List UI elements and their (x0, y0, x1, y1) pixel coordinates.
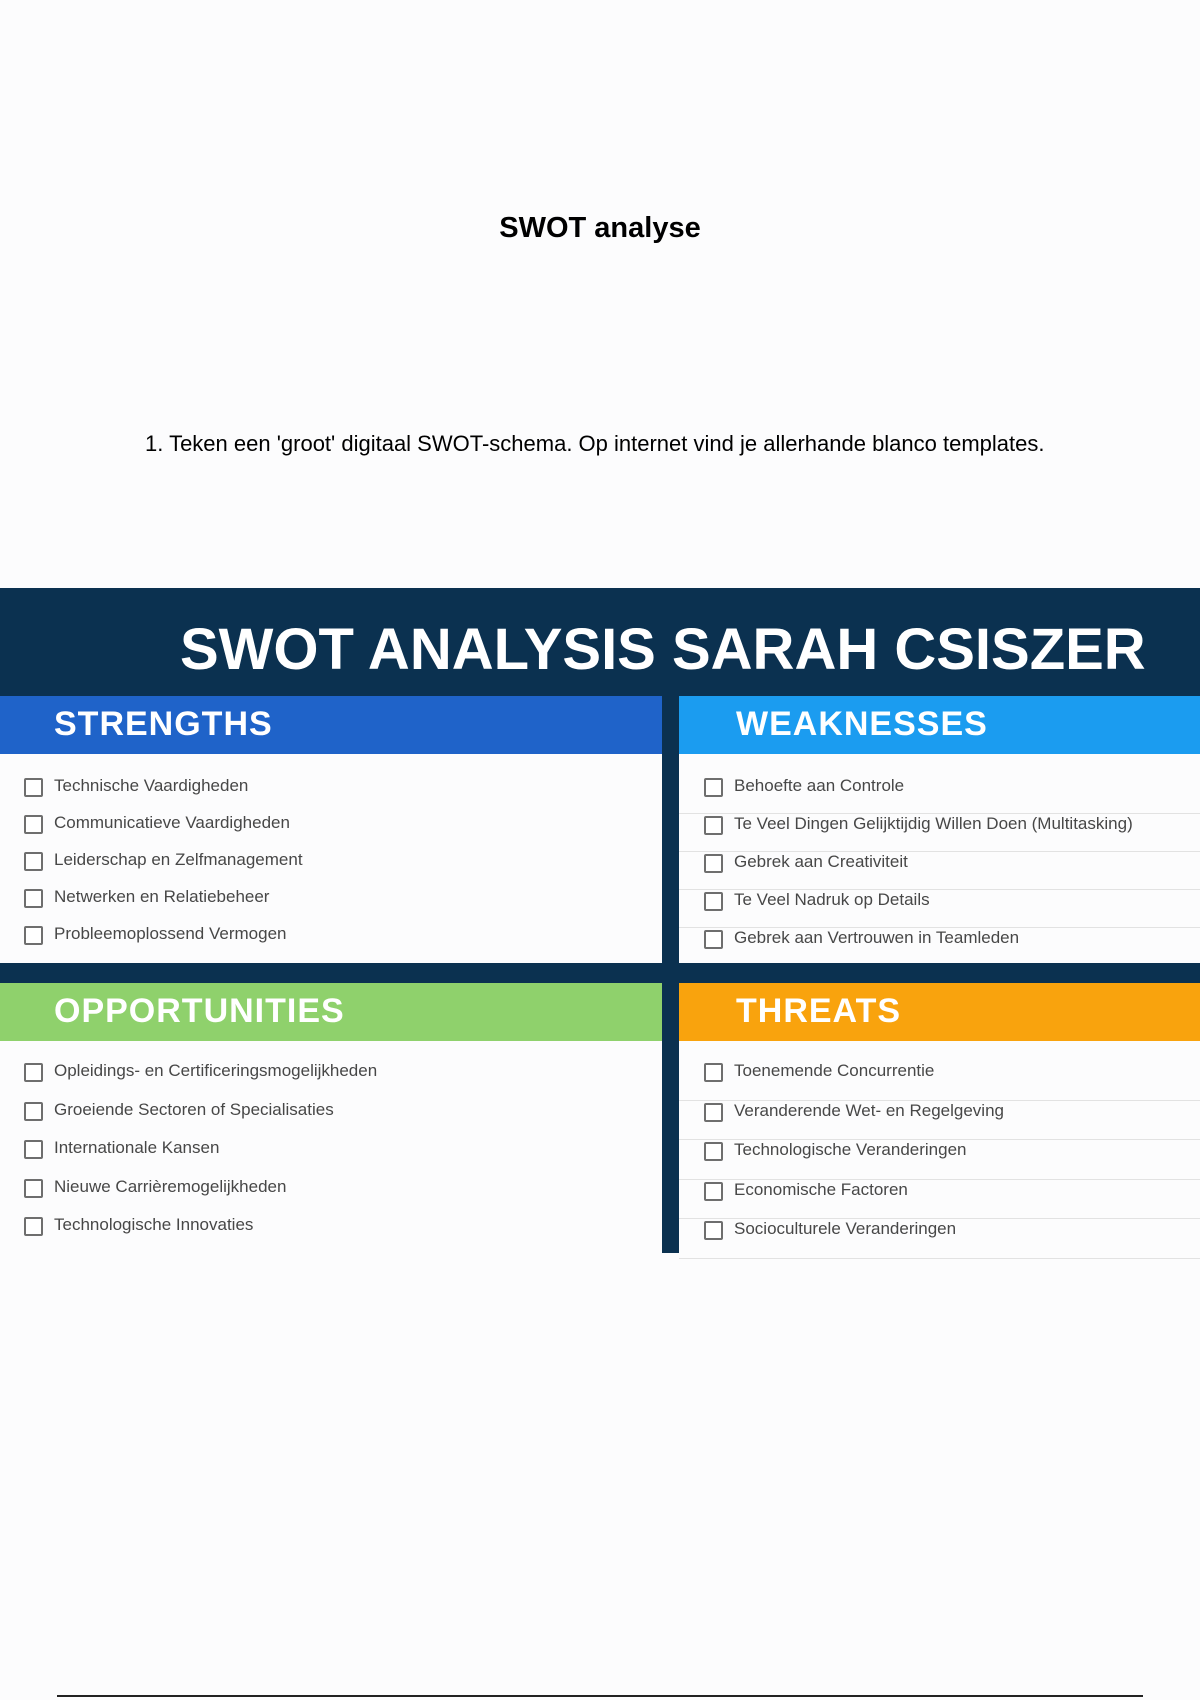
checkbox-icon[interactable] (24, 889, 43, 908)
threats-heading: THREATS (736, 992, 902, 1030)
checkbox-icon[interactable] (24, 1140, 43, 1159)
list-item-label: Socioculturele Veranderingen (734, 1219, 957, 1238)
checkbox-icon[interactable] (24, 1179, 43, 1198)
list-item-label: Economische Factoren (734, 1179, 908, 1199)
checkbox-icon[interactable] (24, 926, 43, 945)
checkbox-icon[interactable] (704, 1103, 723, 1122)
vertical-divider (662, 696, 679, 1253)
list-item-label: Gebrek aan Vertrouwen in Teamleden (734, 928, 1020, 947)
list-item (0, 850, 662, 887)
weaknesses-list (679, 776, 1200, 966)
threats-quadrant (679, 983, 1200, 1253)
strengths-list (0, 776, 662, 961)
checkbox-icon[interactable] (704, 1221, 723, 1240)
page-title: SWOT analyse (499, 212, 701, 244)
checkbox-icon[interactable] (24, 1217, 43, 1236)
strengths-header (0, 696, 662, 754)
opportunities-list (0, 1061, 662, 1254)
list-item-label: Groeiende Sectoren of Specialisaties (54, 1099, 334, 1119)
list-item-label: Nieuwe Carrièremogelijkheden (54, 1176, 287, 1196)
weaknesses-heading: WEAKNESSES (736, 705, 988, 743)
checkbox-icon[interactable] (24, 1063, 43, 1082)
checkbox-icon[interactable] (704, 930, 723, 949)
weaknesses-header (679, 696, 1200, 754)
list-item-label: Opleidings- en Certificeringsmogelijkheden (54, 1061, 378, 1080)
horizontal-divider (0, 963, 1200, 983)
list-item (679, 1219, 1200, 1259)
strengths-quadrant (0, 696, 662, 963)
list-item (0, 1177, 662, 1216)
list-item (679, 890, 1200, 928)
list-item (0, 1100, 662, 1139)
list-item-label: Te Veel Nadruk op Details (734, 890, 930, 909)
list-item-label: Netwerken en Relatiebeheer (54, 887, 270, 906)
checkbox-icon[interactable] (704, 1142, 723, 1161)
list-item (0, 1138, 662, 1177)
list-item (679, 1180, 1200, 1220)
list-item (679, 1101, 1200, 1141)
list-item (0, 887, 662, 924)
checkbox-icon[interactable] (704, 778, 723, 797)
list-item (679, 814, 1200, 852)
list-item-label: Toenemende Concurrentie (734, 1061, 935, 1080)
list-item (0, 813, 662, 850)
list-item-label: Technologische Innovaties (54, 1215, 254, 1234)
list-item-label: Technologische Veranderingen (734, 1140, 967, 1159)
threats-header (679, 983, 1200, 1041)
list-item (679, 928, 1200, 966)
swot-diagram (0, 588, 1200, 1253)
list-item (679, 852, 1200, 890)
list-item-label: Te Veel Dingen Gelijktijdig Willen Doen (Multitasking) (734, 814, 1133, 833)
swot-banner (0, 588, 1200, 696)
swot-banner-title: SWOT ANALYSIS SARAH CSISZER (180, 617, 1146, 682)
opportunities-heading: OPPORTUNITIES (54, 992, 345, 1030)
checkbox-icon[interactable] (704, 854, 723, 873)
list-item (0, 924, 662, 961)
list-item-label: Technische Vaardigheden (54, 776, 249, 795)
strengths-heading: STRENGTHS (54, 705, 273, 743)
checkbox-icon[interactable] (704, 1063, 723, 1082)
checkbox-icon[interactable] (704, 892, 723, 911)
checkbox-icon[interactable] (24, 1102, 43, 1121)
list-item (679, 1140, 1200, 1180)
list-item (0, 1215, 662, 1254)
list-item-label: Leiderschap en Zelfmanagement (54, 850, 303, 869)
checkbox-icon[interactable] (24, 778, 43, 797)
instruction-text: 1. Teken een 'groot' digitaal SWOT-schema. Op internet vind je allerhande blanco templates. (145, 431, 1045, 456)
checkbox-icon[interactable] (704, 816, 723, 835)
footer-divider (57, 1695, 1143, 1697)
list-item-label: Internationale Kansen (54, 1138, 220, 1157)
weaknesses-quadrant (679, 696, 1200, 963)
checkbox-icon[interactable] (24, 815, 43, 834)
list-item (679, 776, 1200, 814)
opportunities-quadrant (0, 983, 662, 1253)
list-item-label: Veranderende Wet- en Regelgeving (734, 1100, 1004, 1120)
list-item (679, 1061, 1200, 1101)
list-item (0, 1061, 662, 1100)
checkbox-icon[interactable] (704, 1182, 723, 1201)
list-item-label: Behoefte aan Controle (734, 776, 905, 795)
list-item-label: Probleemoplossend Vermogen (54, 924, 287, 943)
checkbox-icon[interactable] (24, 852, 43, 871)
list-item-label: Gebrek aan Creativiteit (734, 852, 908, 871)
list-item (0, 776, 662, 813)
opportunities-header (0, 983, 662, 1041)
threats-list (679, 1061, 1200, 1259)
list-item-label: Communicatieve Vaardigheden (54, 813, 290, 832)
